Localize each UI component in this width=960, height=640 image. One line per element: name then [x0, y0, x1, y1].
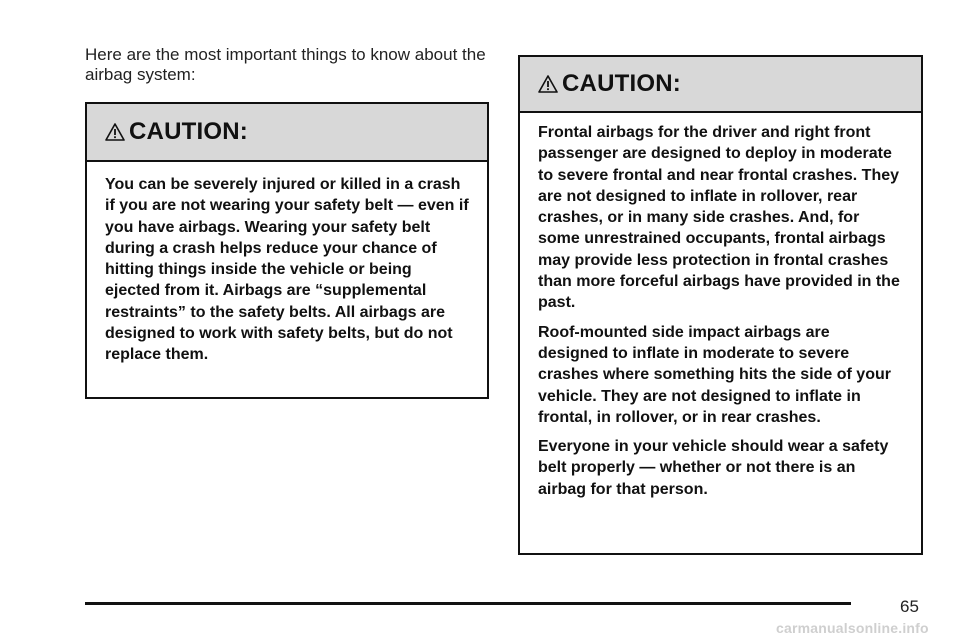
caution-body: [87, 162, 487, 366]
caution-title: CAUTION:: [562, 70, 681, 97]
warning-triangle-icon: [105, 122, 125, 142]
footer-rule: [85, 602, 851, 605]
caution-header: [520, 57, 921, 113]
warning-triangle-icon: [538, 74, 558, 94]
intro-text: Here are the most important things to know about the airbag system:: [85, 45, 486, 84]
watermark: carmanualsonline.info: [776, 620, 929, 636]
caution-paragraph: You can be severely injured or killed in a crash if you are not wearing your safety belt — even if you have airbags. Wearing your safety belt during a crash helps reduce your chance of hitting things inside the vehicle or being ejected from it. Airbags are “supplemental restraints” to the safety belts. All airbags are designed to work with safety belts, but do not replace them.: [105, 176, 469, 364]
caution-body: [520, 113, 921, 500]
caution-box-right: [518, 55, 923, 555]
caution-box-left: [85, 102, 489, 399]
caution-header: [87, 104, 487, 162]
caution-title: CAUTION:: [129, 118, 248, 145]
caution-paragraph: Roof-mounted side impact airbags are designed to inflate in moderate to severe crashes where something hits the side of your vehicle. They are not designed to inflate in frontal, in rollover, or in rear crashes.: [538, 323, 891, 426]
caution-paragraph: Frontal airbags for the driver and right front passenger are designed to deploy in moderate to severe frontal and near frontal crashes. They are not designed to inflate in rollover, rear crashes, or in many side crashes. And, for some unrestrained occupants, frontal airbags may provide less protection in frontal crashes than more forceful airbags have provided in the past.: [538, 124, 900, 312]
page-number: 65: [900, 597, 919, 616]
caution-paragraph: Everyone in your vehicle should wear a safety belt properly — whether or not there is an airbag for that person.: [538, 438, 889, 498]
